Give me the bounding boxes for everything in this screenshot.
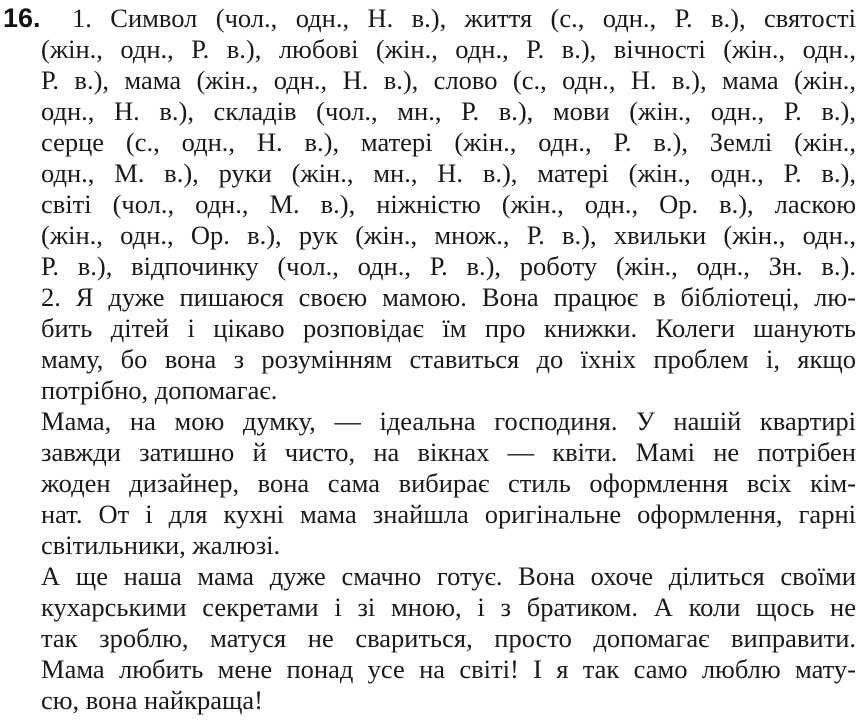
text-line: одн., Н. в.), складів (чол., мн., Р. в.), мови (жін., одн., Р. в.), — [41, 96, 856, 126]
text-line: Мама, на мою думку, — ідеальна господиня. У нашій квартирі — [41, 406, 856, 436]
text-line: потрібно, допомагає. — [41, 375, 278, 405]
text-line: світильники, жалюзі. — [41, 530, 281, 560]
text-line: бить дітей і цікаво розповідає їм про книжки. Колеги шанують — [41, 313, 856, 343]
text-line: А ще наша мама дуже смачно готує. Вона охоче ділиться своїми — [41, 561, 856, 591]
text-line: (жін., одн., Р. в.), любові (жін., одн., Р. в.), вічності (жін., одн., — [41, 34, 856, 64]
text-line: завжди затишно й чисто, на вікнах — квіти. Мамі не потрібен — [41, 437, 856, 467]
text-line: так зроблю, матуся не свариться, просто допомагає виправити. — [41, 623, 856, 653]
text-line: нат. От і для кухні мама знайшла оригінальне оформлення, гарні — [41, 499, 856, 529]
text-line: 2. Я дуже пишаюся своєю мамою. Вона працює в бібліотеці, лю- — [41, 282, 856, 312]
text-line: Р. в.), відпочинку (чол., одн., Р. в.), роботу (жін., одн., Зн. в.). — [41, 251, 856, 281]
text-line: кухарськими секретами і зі мною, і з братиком. А коли щось не — [41, 592, 856, 622]
text-line: Р. в.), мама (жін., одн., Н. в.), слово (с., одн., Н. в.), мама (жін., — [41, 65, 856, 95]
exercise-number: 16. — [3, 3, 41, 33]
text-line: 1. Символ (чол., одн., Н. в.), життя (с., одн., Р. в.), святості — [72, 3, 856, 33]
text-line: (жін., одн., Ор. в.), рук (жін., множ., Р. в.), хвильки (жін., одн., — [41, 220, 856, 250]
text-line: маму, бо вона з розумінням ставиться до їхніх проблем і, якщо — [41, 344, 856, 374]
text-line: світі (чол., одн., М. в.), ніжністю (жін., одн., Ор. в.), ласкою — [41, 189, 856, 219]
text-line: сю, вона найкраща! — [41, 685, 263, 715]
text-line: жоден дизайнер, вона сама вибирає стиль оформлення всіх кім- — [41, 468, 856, 498]
text-line: серце (с., одн., Н. в.), матері (жін., одн., Р. в.), Землі (жін., — [41, 127, 856, 157]
text-line: одн., М. в.), руки (жін., мн., Н. в.), матері (жін., одн., Р. в.), — [41, 158, 856, 188]
text-line: Мама любить мене понад усе на світі! І я так само люблю мату- — [41, 654, 856, 684]
